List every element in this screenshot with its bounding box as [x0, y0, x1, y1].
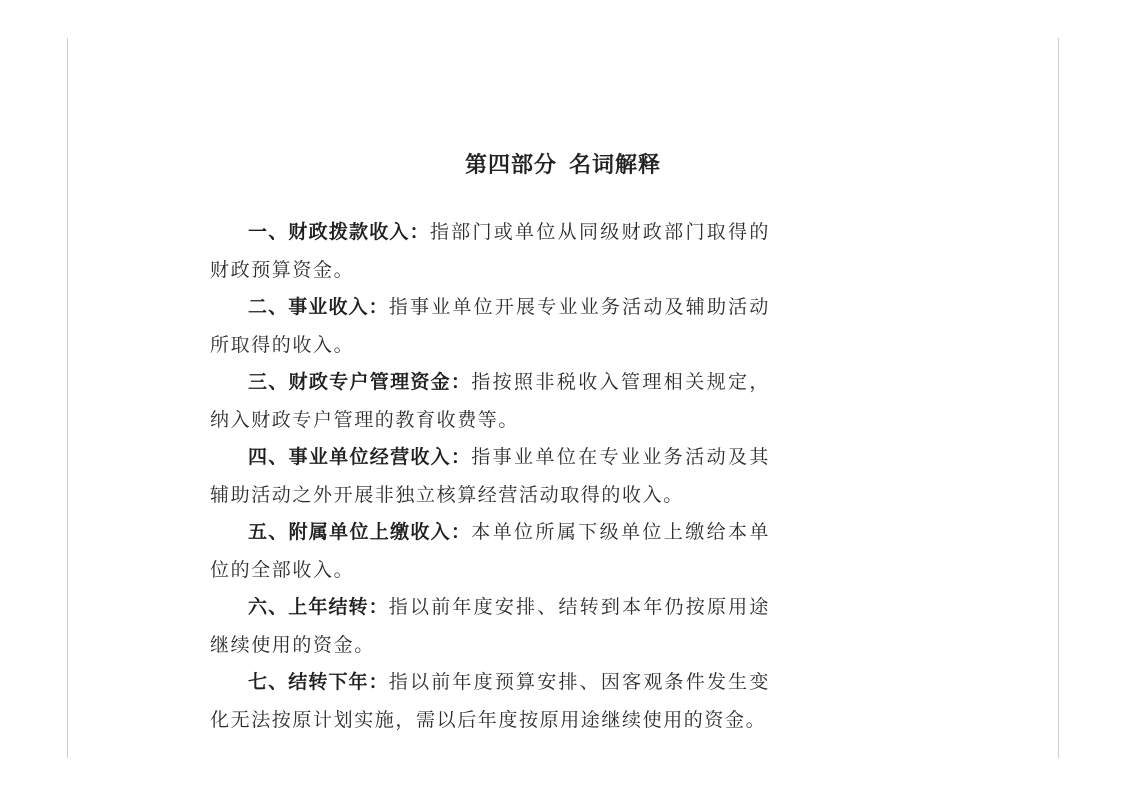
definition-paragraph — [210, 664, 770, 739]
definition-paragraph — [210, 214, 770, 289]
document-body — [210, 214, 770, 739]
definition-text: 指以前年度预算安排、因客观条件发生变化无法按原计划实施，需以后年度按原用途继续使用的资金。 — [210, 671, 770, 731]
definition-term: 二、事业收入： — [248, 296, 389, 318]
definition-text: 指部门或单位从同级财政部门取得的财政预算资金。 — [210, 221, 770, 281]
page-title — [68, 148, 1058, 179]
definition-term: 五、附属单位上缴收入： — [248, 521, 472, 543]
definition-text: 指事业单位开展专业业务活动及辅助活动所取得的收入。 — [210, 296, 770, 356]
definition-paragraph — [210, 514, 770, 589]
definition-term: 三、财政专户管理资金： — [248, 371, 472, 393]
title-part: 第四部分 — [464, 153, 557, 178]
definition-text: 指以前年度安排、结转到本年仍按原用途继续使用的资金。 — [210, 596, 770, 656]
definition-term: 四、事业单位经营收入： — [248, 446, 472, 468]
title-name: 名词解释 — [569, 153, 662, 178]
page-edge-right — [1058, 38, 1059, 758]
definition-paragraph — [210, 289, 770, 364]
definition-paragraph — [210, 364, 770, 439]
definition-term: 六、上年结转： — [248, 596, 389, 618]
definition-term: 一、财政拨款收入： — [248, 221, 430, 243]
definition-text: 本单位所属下级单位上缴给本单位的全部收入。 — [210, 521, 770, 581]
definition-text: 指按照非税收入管理相关规定，纳入财政专户管理的教育收费等。 — [210, 371, 770, 431]
definition-text: 指事业单位在专业业务活动及其辅助活动之外开展非独立核算经营活动取得的收入。 — [210, 446, 770, 506]
definition-term: 七、结转下年： — [248, 671, 389, 693]
definition-paragraph — [210, 589, 770, 664]
document-page — [68, 38, 1058, 758]
definition-paragraph — [210, 439, 770, 514]
